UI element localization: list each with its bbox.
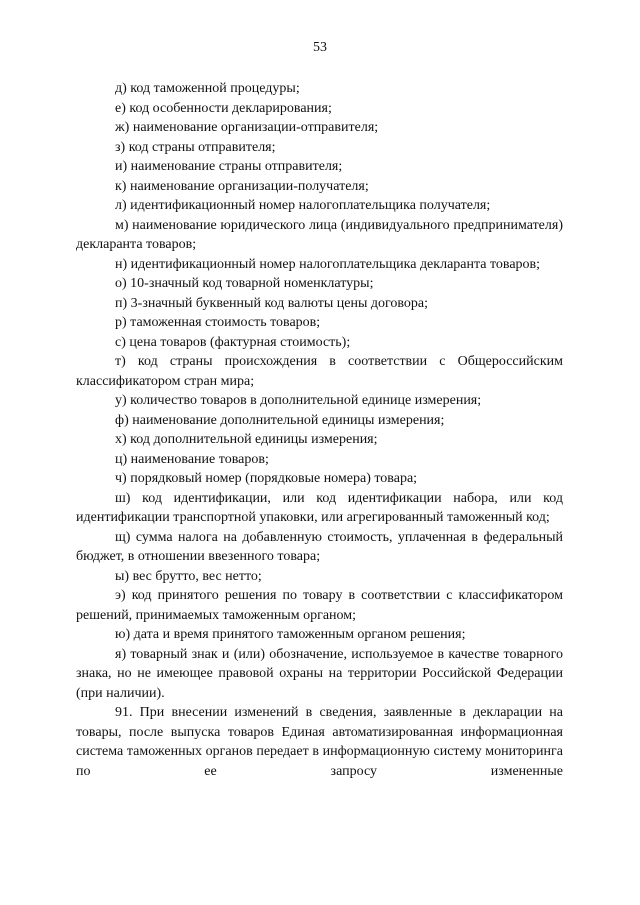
- list-item-i: и) наименование страны отправителя;: [115, 159, 343, 174]
- list-item-yu: ю) дата и время принятого таможенным органом решения;: [115, 627, 466, 642]
- list-item-m: м) наименование юридического лица (индивидуального предпринимателя) декларанта товаров;: [76, 217, 563, 252]
- list-item-sh: ш) код идентификации, или код идентификации набора, или код идентификации транспортной упаковки, или агрегированный таможенный код;: [76, 490, 563, 525]
- list-item-kh: х) код дополнительной единицы измерения;: [115, 432, 378, 447]
- list-item-ch: ч) порядковый номер (порядковые номера) товара;: [115, 471, 418, 486]
- paragraph-91: 91. При внесении изменений в сведения, заявленные в декларации на товары, после выпуска товаров Единая автоматизированная информационная система таможенных органов передает в информационную систему мониторинга по ее запросу измененные: [76, 705, 563, 779]
- list-item-l: л) идентификационный номер налогоплательщика получателя;: [115, 198, 491, 213]
- list-item-u: у) количество товаров в дополнительной единице измерения;: [115, 393, 482, 408]
- list-item-f: ф) наименование дополнительной единицы измерения;: [115, 412, 445, 428]
- page-number: 53: [313, 40, 327, 55]
- list-item-z: з) код страны отправителя;: [115, 139, 276, 155]
- list-item-ts: ц) наименование товаров;: [115, 451, 269, 467]
- list-item-s: с) цена товаров (фактурная стоимость);: [115, 334, 351, 350]
- list-item-p: п) 3-значный буквенный код валюты цены договора;: [115, 295, 429, 311]
- list-item-e: е) код особенности декларирования;: [115, 100, 332, 116]
- list-item-ya: я) товарный знак и (или) обозначение, используемое в качестве товарного знака, но не имеющее правовой охраны на территории Российской Федерации (при наличии).: [76, 646, 563, 701]
- list-item-shch: щ) сумма налога на добавленную стоимость, уплаченная в федеральный бюджет, в отношении ввезенного товара;: [76, 529, 563, 564]
- list-item-d: д) код таможенной процедуры;: [115, 81, 300, 96]
- list-item-e-reverse: э) код принятого решения по товару в соответствии с классификатором решений, принимаемых таможенным органом;: [76, 588, 563, 623]
- list-item-n: н) идентификационный номер налогоплательщика декларанта товаров;: [115, 256, 541, 272]
- list-item-t: т) код страны происхождения в соответствии с Общероссийским классификатором стран мира;: [76, 354, 563, 389]
- list-item-k: к) наименование организации-получателя;: [115, 178, 369, 194]
- list-item-y: ы) вес брутто, вес нетто;: [115, 568, 262, 584]
- list-item-zh: ж) наименование организации-отправителя;: [115, 120, 379, 135]
- list-item-r: р) таможенная стоимость товаров;: [115, 315, 321, 330]
- list-item-o: о) 10-значный код товарной номенклатуры;: [115, 276, 374, 291]
- document-body: [76, 79, 563, 781]
